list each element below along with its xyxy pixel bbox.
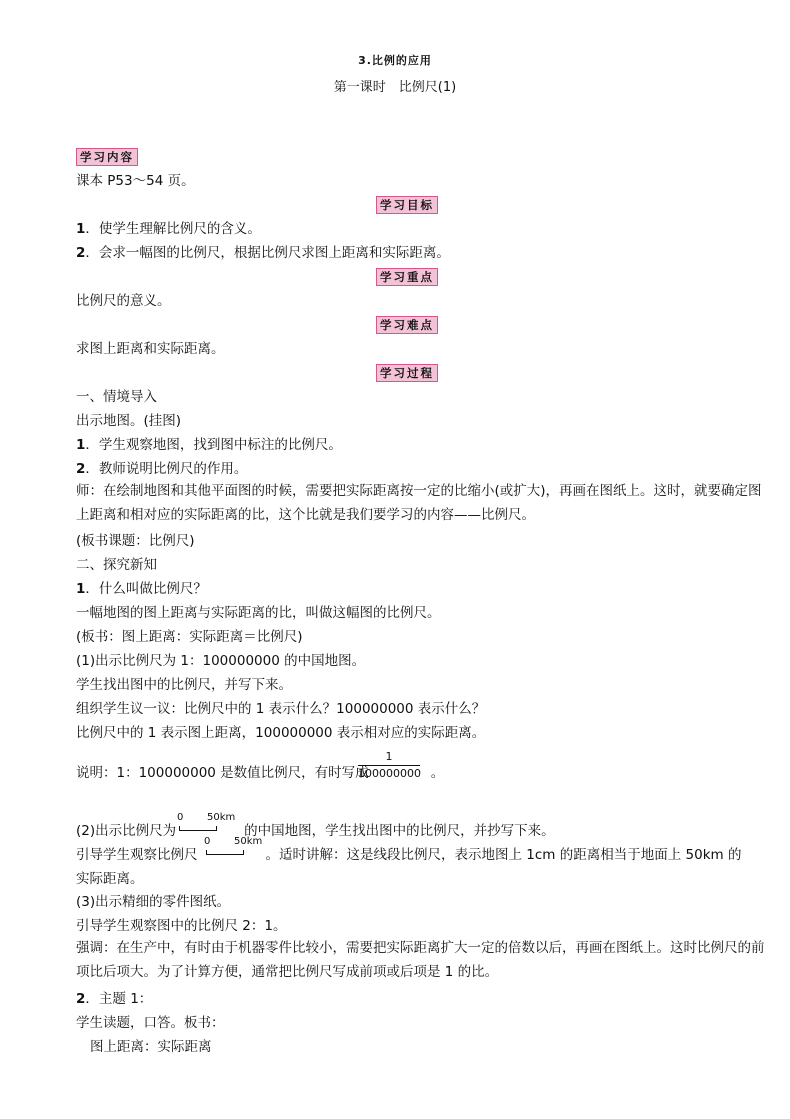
text-segment: 。适时讲解：这是线段比例尺，表示地图上 1cm 的距离相当于地面上 50km 的 [265,847,742,863]
note-text: 说明：1：100000000 是数值比例尺，有时写成 [76,765,369,781]
goal-item-2 [76,244,450,262]
scale-distance-label: 50km [207,812,236,823]
key-text: 比例尺的意义。 [76,293,171,309]
scale-zero-label: 0 [204,836,211,847]
list-item [76,580,207,598]
goal-num: 2 [76,245,86,261]
badge-learning-process: 学习过程 [376,364,438,382]
list-item [76,436,342,454]
content-text: 课本 P53～54 页。 [76,173,195,189]
goal-text: ．使学生理解比例尺的含义。 [85,221,261,237]
badge-difficulties: 学习难点 [376,316,438,334]
badge-learning-goals: 学习目标 [376,196,438,214]
item-text: ．什么叫做比例尺？ [85,581,207,597]
paragraph-guide [76,846,741,864]
paragraph: 引导学生观察图中的比例尺 2：1。 [76,918,287,934]
item-text: ．主题 1： [85,991,153,1007]
scale-line [179,826,217,831]
paragraph: 图上距离：实际距离 [90,1039,212,1055]
section-heading-1: 一、情境导入 [76,389,157,405]
item-num: 2 [76,461,86,477]
item-num: 1 [76,581,86,597]
section-heading-2: 二、探究新知 [76,557,157,573]
goal-item-1 [76,220,261,238]
paragraph-scale-map [76,822,555,840]
paragraph: 学生读题，口答。板书： [76,1015,225,1031]
item-num: 2 [76,991,86,1007]
paragraph: (板书：图上距离：实际距离＝比例尺) [76,629,303,645]
scale-distance-label: 50km [234,836,263,847]
paragraph: (3)出示精细的零件图纸。 [76,894,231,910]
paragraph: 出示地图。(挂图) [76,413,182,429]
goal-text: ．会求一幅图的比例尺，根据比例尺求图上距离和实际距离。 [85,245,450,261]
item-text: ．学生观察地图，找到图中标注的比例尺。 [85,437,342,453]
line-scale-bar-1 [177,812,243,833]
text-segment: 引导学生观察比例尺 [76,847,198,863]
difficulty-text: 求图上距离和实际距离。 [76,341,225,357]
list-item [76,990,152,1008]
lesson-title: 3.比例的应用 [358,54,432,67]
list-item [76,460,247,478]
teacher-paragraph: 师：在绘制地图和其他平面图的时候，需要把实际距离按一定的比缩小(或扩大)，再画在图纸上。这时，就要确定图上距离和相对应的实际距离的比，这个比就是我们要学习的内容——比例尺。 [76,483,762,523]
paragraph: 组织学生议一议：比例尺中的 1 表示什么？100000000 表示什么？ [76,701,486,717]
paragraph: 实际距离。 [76,871,144,887]
emphasis-paragraph: 强调：在生产中，有时由于机器零件比较小，需要把实际距离扩大一定的倍数以后，再画在图纸上。这时比例尺的前项比后项大。为了计算方便，通常把比例尺写成前项或后项是 1 的比。 [76,940,765,980]
text-segment: (2)出示比例尺为 [76,823,177,839]
note-end: 。 [430,765,445,781]
paragraph: 学生找出图中的比例尺，并写下来。 [76,677,292,693]
paragraph: (1)出示比例尺为 1：100000000 的中国地图。 [76,653,366,669]
paragraph: (板书课题：比例尺) [76,533,195,549]
lesson-subtitle: 第一课时 比例尺(1) [333,80,457,95]
paragraph: 一幅地图的图上距离与实际距离的比，叫做这幅图的比例尺。 [76,605,441,621]
scale-line [206,850,244,855]
badge-learning-content: 学习内容 [76,148,138,166]
fraction-numerator: 1 [385,750,393,763]
line-scale-bar-2 [204,836,270,857]
scale-zero-label: 0 [177,812,184,823]
badge-key-points: 学习重点 [376,268,438,286]
item-text: ．教师说明比例尺的作用。 [85,461,248,477]
text-segment: 的中国地图，学生找出图中的比例尺，并抄写下来。 [244,823,555,839]
goal-num: 1 [76,221,86,237]
fraction-denominator: 100000000 [358,767,421,780]
paragraph: 比例尺中的 1 表示图上距离，100000000 表示相对应的实际距离。 [76,725,486,741]
fraction-bar [358,765,420,766]
item-num: 1 [76,437,86,453]
fraction [358,750,420,781]
